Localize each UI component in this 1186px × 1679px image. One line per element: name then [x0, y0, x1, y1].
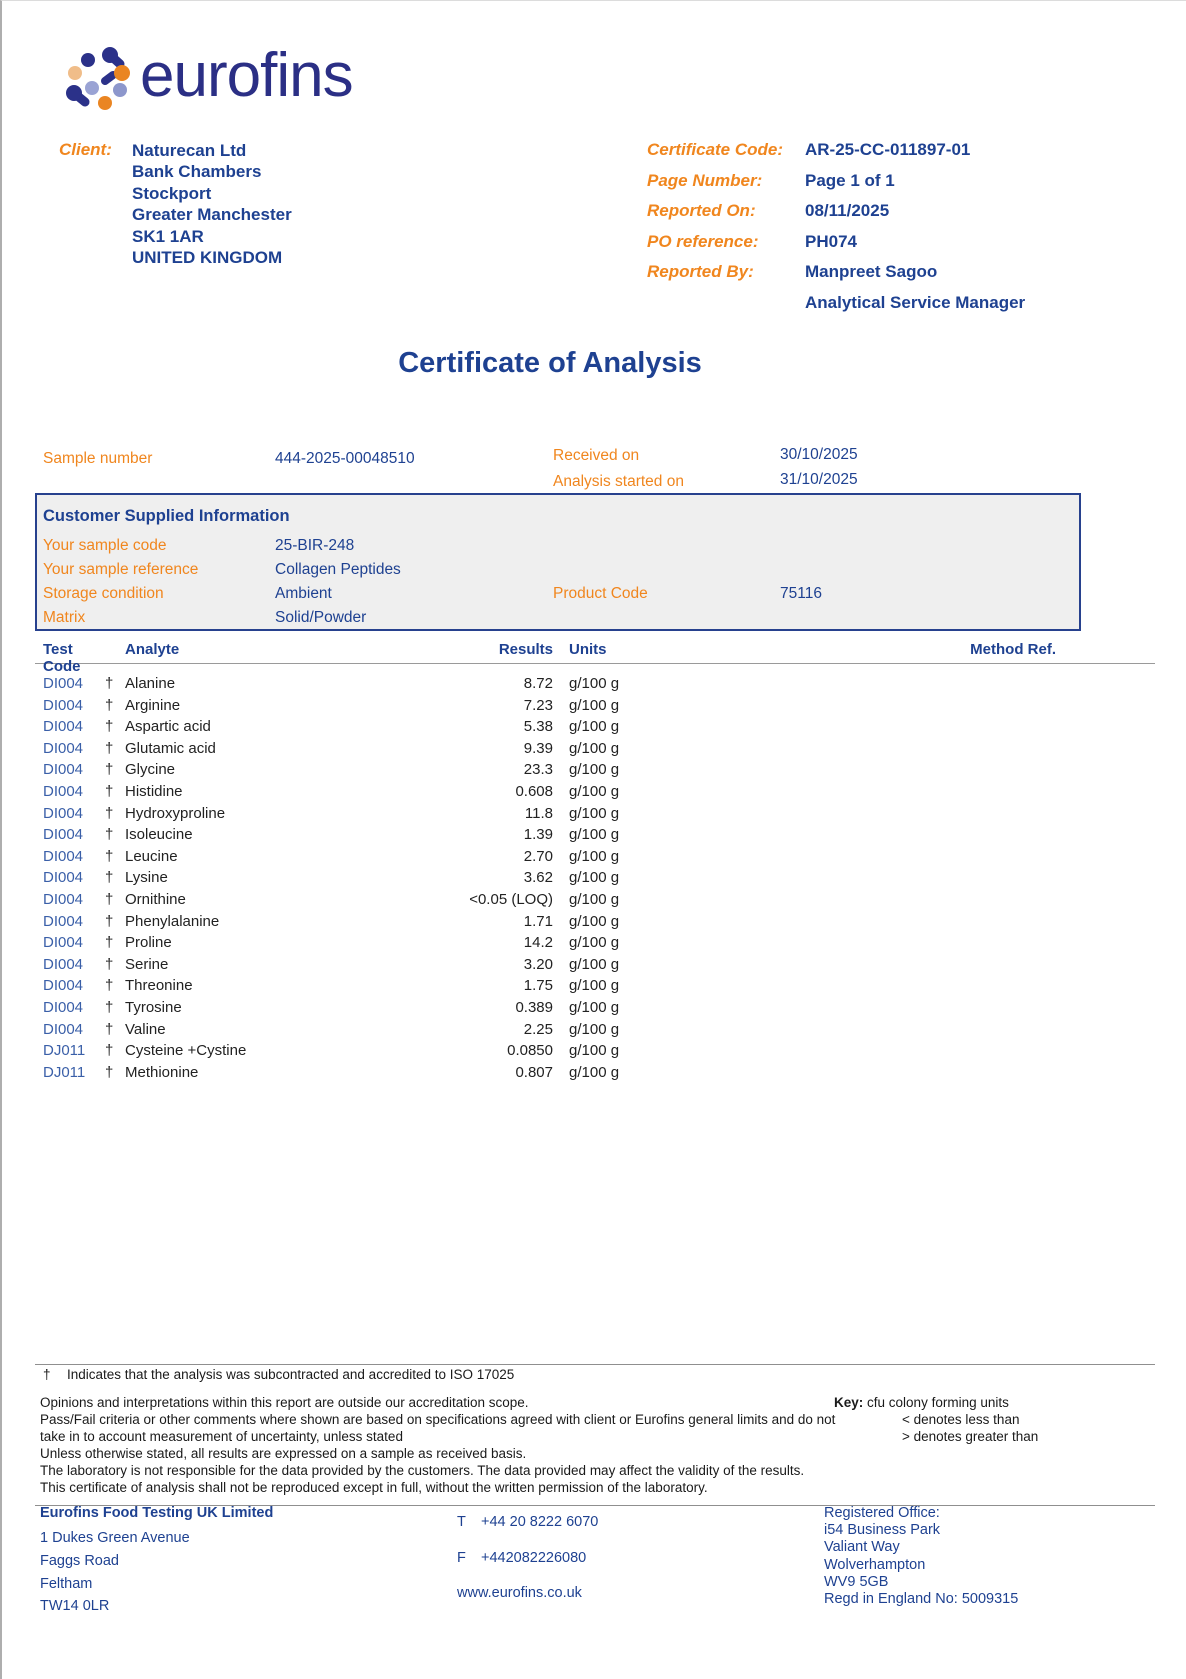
result-value: 2.70 [523, 847, 553, 865]
method-ref [779, 673, 1155, 695]
result-units: g/100 g [569, 934, 620, 952]
page-title: Certificate of Analysis [398, 347, 702, 379]
result-units: g/100 g [569, 804, 620, 822]
subcontracted-dagger-mark: † [105, 934, 114, 952]
footer-company-name: Eurofins Food Testing UK Limited [40, 1505, 274, 1521]
table-row [35, 1040, 1155, 1062]
registered-number: Regd in England No: 5009315 [824, 1591, 1019, 1608]
test-code: DI004 [43, 696, 84, 714]
reported-by-value: Manpreet Sagoo [805, 262, 938, 281]
sample-number-value: 444-2025-00048510 [275, 450, 415, 467]
result-value: 9.39 [523, 739, 553, 757]
po-reference-value: PH074 [805, 231, 857, 251]
result-value: 14.2 [523, 934, 553, 952]
client-address [132, 140, 292, 268]
test-code: DI004 [43, 998, 84, 1016]
matrix-label: Matrix [43, 609, 86, 626]
table-row [35, 889, 1155, 911]
analyte-name: Ornithine [125, 890, 186, 908]
page-number-label: Page Number: [647, 170, 763, 190]
reported-on-value: 08/11/2025 [805, 201, 890, 220]
result-value: 1.39 [523, 826, 553, 844]
test-code: DI004 [43, 869, 84, 887]
certificate-code-label: Certificate Code: [647, 140, 784, 159]
result-value: 2.25 [523, 1020, 553, 1038]
storage-condition-value: Ambient [275, 585, 332, 602]
disclaimer-line: Pass/Fail criteria or other comments where shown are based on specifications agreed with client or Eurofins general limits and do not [40, 1412, 836, 1427]
subcontracted-dagger-mark: † [105, 739, 114, 757]
method-ref [779, 975, 1155, 997]
result-value: 1.71 [523, 912, 553, 930]
analyte-name: Histidine [125, 782, 183, 800]
analyte-name: Cysteine +Cystine [125, 1042, 247, 1060]
test-code: DI004 [43, 912, 84, 930]
disclaimer-line: This certificate of analysis shall not be reproduced except in full, without the written permission of the laboratory. [40, 1480, 708, 1495]
dagger-symbol: † [43, 1367, 51, 1382]
result-value: 0.0850 [507, 1042, 553, 1060]
client-name: Naturecan Ltd [132, 141, 247, 160]
method-ref [779, 716, 1155, 738]
result-value: 11.8 [524, 804, 553, 822]
disclaimer-line: take in to account measurement of uncertainty, unless stated [40, 1429, 403, 1444]
header-test-code: Test Code [43, 641, 81, 675]
table-row [35, 867, 1155, 889]
table-row [35, 846, 1155, 868]
disclaimer-line: Unless otherwise stated, all results are expressed on a sample as received basis. [40, 1446, 527, 1461]
table-row [35, 781, 1155, 803]
result-units: g/100 g [569, 977, 620, 995]
method-ref [779, 781, 1155, 803]
table-row [35, 673, 1155, 695]
analysis-started-value: 31/10/2025 [780, 471, 858, 488]
subcontracted-dagger-mark: † [105, 977, 114, 995]
sample-number-label: Sample number [43, 450, 153, 467]
result-units: g/100 g [569, 1042, 620, 1060]
registered-postcode: WV9 5GB [824, 1573, 889, 1590]
results-table [35, 641, 1155, 1083]
method-ref [779, 695, 1155, 717]
test-code: DJ011 [43, 1042, 86, 1060]
product-code-label: Product Code [553, 585, 648, 602]
reported-on-label: Reported On: [647, 201, 756, 220]
subcontracted-dagger-mark: † [105, 782, 114, 800]
result-value: 7.23 [523, 696, 553, 714]
test-code: DI004 [43, 804, 84, 822]
sample-code-label: Your sample code [43, 537, 167, 554]
header-results: Results [498, 641, 553, 658]
table-row [35, 932, 1155, 954]
key-label: Key: [834, 1395, 864, 1410]
method-ref [779, 1019, 1155, 1041]
analyte-name: Lysine [125, 869, 168, 887]
subcontracted-dagger-mark: † [105, 761, 114, 779]
header-units: Units [569, 641, 607, 658]
storage-condition-label: Storage condition [43, 585, 164, 602]
analyte-name: Isoleucine [125, 826, 193, 844]
key-item-cfu: cfu colony forming units [867, 1395, 1009, 1410]
disclaimer-line: The laboratory is not responsible for the data provided by the customers. The data provided may affect the validity of the results. [40, 1463, 805, 1478]
sample-code-value: 25-BIR-248 [275, 537, 355, 554]
result-units: g/100 g [569, 696, 620, 714]
subcontracted-dagger-mark: † [105, 847, 114, 865]
telephone-number: +44 20 8222 6070 [481, 1514, 599, 1530]
customer-info-heading: Customer Supplied Information [43, 507, 290, 525]
certificate-meta [647, 140, 1025, 313]
footer-company-block [40, 1505, 273, 1618]
notes-divider [35, 1364, 1155, 1365]
table-row [35, 911, 1155, 933]
method-ref [779, 954, 1155, 976]
test-code: DI004 [43, 977, 84, 995]
subcontracted-dagger-mark: † [105, 804, 114, 822]
result-value: 0.807 [515, 1063, 553, 1081]
subcontracted-dagger-mark: † [105, 890, 114, 908]
subcontracted-dagger-mark: † [105, 696, 114, 714]
fax-label: F [457, 1549, 466, 1566]
subcontracted-dagger-mark: † [105, 826, 114, 844]
analyte-name: Valine [125, 1020, 166, 1038]
method-ref [779, 867, 1155, 889]
table-row [35, 954, 1155, 976]
result-value: <0.05 (LOQ) [469, 890, 553, 908]
analyte-name: Glutamic acid [125, 739, 216, 757]
disclaimer-text [40, 1394, 835, 1496]
test-code: DI004 [43, 782, 84, 800]
result-units: g/100 g [569, 847, 620, 865]
test-code: DI004 [43, 1020, 84, 1038]
client-postcode: SK1 1AR [132, 226, 204, 246]
test-code: DI004 [43, 955, 84, 973]
table-row [35, 1019, 1155, 1041]
footer-registered-block [824, 1505, 1018, 1608]
result-units: g/100 g [569, 869, 620, 887]
reported-by-label: Reported By: [647, 262, 754, 281]
certificate-code-value: AR-25-CC-011897-01 [805, 140, 971, 159]
subcontracted-dagger-mark: † [105, 955, 114, 973]
result-units: g/100 g [569, 826, 620, 844]
analyte-name: Hydroxyproline [125, 804, 226, 822]
client-country: UNITED KINGDOM [132, 248, 283, 268]
sample-reference-value: Collagen Peptides [275, 561, 401, 578]
header-analyte: Analyte [125, 641, 180, 658]
matrix-value: Solid/Powder [275, 609, 367, 626]
analyte-name: Leucine [125, 847, 178, 865]
method-ref [779, 803, 1155, 825]
method-ref [779, 932, 1155, 954]
client-address-line: Greater Manchester [132, 205, 292, 225]
result-units: g/100 g [569, 675, 620, 692]
result-units: g/100 g [569, 912, 620, 930]
telephone-label: T [457, 1514, 466, 1530]
reported-by-title: Analytical Service Manager [805, 292, 1026, 312]
table-row [35, 824, 1155, 846]
method-ref [779, 846, 1155, 868]
key-item-less-than: < denotes less than [902, 1412, 1020, 1427]
analyte-name: Phenylalanine [125, 912, 220, 930]
footer-contact-block [457, 1505, 598, 1612]
result-units: g/100 g [569, 718, 620, 736]
results-table-header [35, 641, 1155, 675]
registered-office-label: Registered Office: [824, 1505, 940, 1521]
result-value: 8.72 [523, 675, 553, 692]
eurofins-logo-wordmark: eurofins [140, 41, 353, 110]
table-row [35, 759, 1155, 781]
result-units: g/100 g [569, 998, 620, 1016]
sample-reference-label: Your sample reference [43, 561, 199, 578]
subcontracted-dagger-mark: † [105, 869, 114, 887]
table-row [35, 803, 1155, 825]
footer-telephone [457, 1505, 598, 1541]
test-code: DI004 [43, 826, 84, 844]
analyte-name: Serine [125, 955, 169, 973]
key-item-greater-than: > denotes greater than [902, 1429, 1039, 1444]
test-code: DI004 [43, 847, 84, 865]
client-block [59, 140, 292, 268]
table-row [35, 975, 1155, 997]
result-value: 3.20 [523, 955, 553, 973]
subcontracted-dagger-mark: † [105, 718, 114, 736]
table-row [35, 738, 1155, 760]
dagger-footnote [43, 1367, 514, 1382]
analyte-name: Tyrosine [125, 998, 182, 1016]
method-ref [779, 997, 1155, 1019]
po-reference-label: PO reference: [647, 231, 759, 251]
result-value: 1.75 [523, 977, 553, 995]
subcontracted-dagger-mark: † [105, 998, 114, 1016]
method-ref [779, 1040, 1155, 1062]
table-row [35, 1062, 1155, 1084]
result-value: 0.608 [515, 782, 553, 800]
subcontracted-dagger-mark: † [105, 1042, 114, 1060]
client-address-line: Bank Chambers [132, 162, 262, 182]
key-legend [834, 1394, 1038, 1445]
method-ref [779, 911, 1155, 933]
analyte-name: Proline [125, 934, 172, 952]
method-ref [779, 824, 1155, 846]
analyte-name: Glycine [125, 761, 176, 779]
result-units: g/100 g [569, 782, 620, 800]
disclaimer-line: Opinions and interpretations within this report are outside our accreditation scope. [40, 1395, 529, 1410]
result-units: g/100 g [569, 1020, 620, 1038]
test-code: DI004 [43, 890, 84, 908]
footer-website: www.eurofins.co.uk [457, 1585, 582, 1601]
footer-postcode: TW14 0LR [40, 1598, 110, 1615]
table-row [35, 997, 1155, 1019]
footer-fax [457, 1541, 598, 1577]
test-code: DJ011 [43, 1063, 86, 1081]
footer-address-line: Feltham [40, 1575, 93, 1592]
subcontracted-dagger-mark: † [105, 1020, 114, 1038]
method-ref [779, 889, 1155, 911]
analyte-name: Arginine [125, 696, 181, 714]
test-code: DI004 [43, 934, 84, 952]
result-units: g/100 g [569, 890, 620, 908]
analysis-started-label: Analysis started on [553, 473, 684, 490]
eurofins-logo-icon [64, 46, 134, 114]
analyte-name: Threonine [125, 977, 193, 995]
received-on-value: 30/10/2025 [780, 446, 858, 463]
fax-number: +442082226080 [481, 1549, 587, 1566]
result-units: g/100 g [569, 761, 620, 779]
registered-address-line: Valiant Way [824, 1539, 900, 1556]
method-ref [779, 759, 1155, 781]
table-row [35, 716, 1155, 738]
result-value: 5.38 [523, 718, 553, 736]
result-units: g/100 g [569, 955, 620, 973]
subcontracted-dagger-mark: † [105, 1063, 114, 1081]
registered-address-line: i54 Business Park [824, 1522, 941, 1539]
test-code: DI004 [43, 718, 84, 736]
method-ref [779, 1062, 1155, 1084]
subcontracted-dagger-mark: † [105, 912, 114, 930]
dagger-footnote-text: Indicates that the analysis was subcontracted and accredited to ISO 17025 [67, 1367, 515, 1382]
footer-address-line: 1 Dukes Green Avenue [40, 1530, 190, 1546]
result-units: g/100 g [569, 739, 620, 757]
result-value: 0.389 [515, 998, 553, 1016]
customer-supplied-info-box [35, 493, 1081, 631]
footer-address-line: Faggs Road [40, 1552, 119, 1569]
test-code: DI004 [43, 761, 84, 779]
table-row [35, 695, 1155, 717]
analyte-name: Aspartic acid [125, 718, 211, 736]
analyte-name: Alanine [125, 675, 176, 692]
results-rows [35, 673, 1155, 1083]
registered-address-line: Wolverhampton [824, 1556, 926, 1573]
result-value: 23.3 [523, 761, 553, 779]
client-label: Client: [59, 140, 112, 159]
test-code: DI004 [43, 675, 84, 692]
result-value: 3.62 [523, 869, 553, 887]
analyte-name: Methionine [125, 1063, 199, 1081]
page-number-value: Page 1 of 1 [805, 170, 895, 190]
received-on-label: Received on [553, 447, 640, 464]
result-units: g/100 g [569, 1063, 620, 1081]
subcontracted-dagger-mark: † [105, 675, 114, 692]
client-address-line: Stockport [132, 183, 212, 203]
header-method-ref: Method Ref. [970, 641, 1056, 658]
product-code-value: 75116 [780, 585, 822, 602]
method-ref [779, 738, 1155, 760]
test-code: DI004 [43, 739, 84, 757]
